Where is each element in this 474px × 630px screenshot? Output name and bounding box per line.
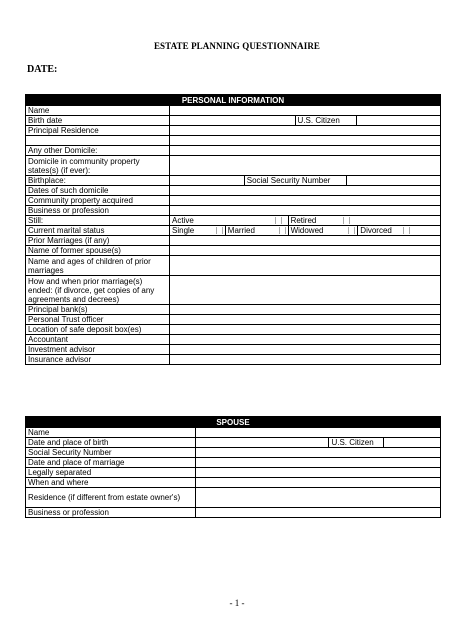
blank-label xyxy=(26,136,170,146)
residence-cont-field[interactable] xyxy=(170,136,441,146)
ssn-label: Social Security Number xyxy=(244,176,347,185)
spouse-birth-input[interactable] xyxy=(196,438,328,447)
community-acquired-field[interactable] xyxy=(170,196,441,206)
investment-advisor-field[interactable] xyxy=(170,345,441,355)
married-option[interactable] xyxy=(225,226,288,235)
safe-deposit-label: Location of safe deposit box(es) xyxy=(26,325,170,335)
birth-date-label: Birth date xyxy=(26,116,170,126)
document-title: ESTATE PLANNING QUESTIONNAIRE xyxy=(153,41,321,51)
page-number: - 1 - xyxy=(229,598,245,608)
married-checkbox[interactable] xyxy=(279,227,286,234)
us-citizen-label: U.S. Citizen xyxy=(295,116,357,125)
insurance-advisor-label: Insurance advisor xyxy=(26,355,170,365)
birthplace-label: Birthplace: xyxy=(26,176,170,186)
spouse-header: SPOUSE xyxy=(26,417,441,428)
prior-marriages-label: Prior Marriages (if any) xyxy=(26,236,170,246)
principal-residence-field[interactable] xyxy=(170,126,441,136)
birth-date-input[interactable] xyxy=(170,116,295,125)
us-citizen-input[interactable] xyxy=(356,116,440,125)
retired-option[interactable] xyxy=(288,216,440,225)
spouse-ssn-field[interactable] xyxy=(196,448,441,458)
single-option[interactable] xyxy=(170,226,225,235)
personal-header: PERSONAL INFORMATION xyxy=(26,95,441,106)
spouse-residence-label: Residence (if different from estate owner's) xyxy=(26,488,196,508)
principal-bank-field[interactable] xyxy=(170,305,441,315)
still-label: Still: xyxy=(26,216,170,226)
trust-officer-label: Personal Trust officer xyxy=(26,315,170,325)
spouse-business-field[interactable] xyxy=(196,508,441,518)
spouse-business-label: Business or profession xyxy=(26,508,196,518)
spouse-when-where-field[interactable] xyxy=(196,478,441,488)
widowed-label: Widowed xyxy=(290,226,324,235)
marriage-ended-field[interactable] xyxy=(170,276,441,305)
birthplace-input[interactable] xyxy=(170,176,244,185)
spouse-table xyxy=(25,416,441,518)
safe-deposit-field[interactable] xyxy=(170,325,441,335)
ssn-input[interactable] xyxy=(346,176,440,185)
accountant-field[interactable] xyxy=(170,335,441,345)
personal-information-table xyxy=(25,94,441,365)
marriage-ended-label: How and when prior marriage(s) ended: (if divorce, get copies of any agreements and decrees) xyxy=(26,276,170,305)
divorced-label: Divorced xyxy=(360,226,392,235)
spouse-name-field[interactable] xyxy=(196,428,441,438)
principal-residence-label: Principal Residence xyxy=(26,126,170,136)
divorced-checkbox[interactable] xyxy=(403,227,410,234)
date-label: DATE: xyxy=(27,64,58,75)
marital-status-label: Current marital status xyxy=(26,226,170,236)
divorced-option[interactable] xyxy=(357,226,440,235)
spouse-marriage-label: Date and place of marriage xyxy=(26,458,196,468)
former-spouse-label: Name of former spouse(s) xyxy=(26,246,170,256)
retired-label: Retired xyxy=(290,216,317,225)
prior-marriages-field[interactable] xyxy=(170,236,441,246)
name-field[interactable] xyxy=(170,106,441,116)
community-states-field[interactable] xyxy=(170,156,441,176)
spouse-separated-field[interactable] xyxy=(196,468,441,478)
active-label: Active xyxy=(172,216,194,225)
former-spouse-field[interactable] xyxy=(170,246,441,256)
investment-advisor-label: Investment advisor xyxy=(26,345,170,355)
spouse-separated-label: Legally separated xyxy=(26,468,196,478)
married-label: Married xyxy=(227,226,255,235)
children-prior-label: Name and ages of children of prior marriages xyxy=(26,256,170,276)
insurance-advisor-field[interactable] xyxy=(170,355,441,365)
principal-bank-label: Principal bank(s) xyxy=(26,305,170,315)
business-field[interactable] xyxy=(170,206,441,216)
single-checkbox[interactable] xyxy=(216,227,223,234)
spouse-ssn-label: Social Security Number xyxy=(26,448,196,458)
dates-domicile-field[interactable] xyxy=(170,186,441,196)
widowed-checkbox[interactable] xyxy=(348,227,355,234)
spouse-when-where-label: When and where xyxy=(26,478,196,488)
active-option[interactable] xyxy=(170,216,288,225)
community-acquired-label: Community property acquired xyxy=(26,196,170,206)
business-label: Business or profession xyxy=(26,206,170,216)
other-domicile-label: Any other Domicile: xyxy=(26,146,170,156)
trust-officer-field[interactable] xyxy=(170,315,441,325)
spouse-us-citizen-input[interactable] xyxy=(383,438,440,447)
spouse-birth-label: Date and place of birth xyxy=(26,438,196,448)
single-label: Single xyxy=(172,226,195,235)
name-label: Name xyxy=(26,106,170,116)
active-checkbox[interactable] xyxy=(275,217,282,224)
retired-checkbox[interactable] xyxy=(343,217,350,224)
birth-date-field[interactable] xyxy=(170,116,441,126)
widowed-option[interactable] xyxy=(288,226,358,235)
accountant-label: Accountant xyxy=(26,335,170,345)
other-domicile-field[interactable] xyxy=(170,146,441,156)
spouse-residence-field[interactable] xyxy=(196,488,441,508)
spouse-marriage-field[interactable] xyxy=(196,458,441,468)
dates-domicile-label: Dates of such domicile xyxy=(26,186,170,196)
children-prior-field[interactable] xyxy=(170,256,441,276)
spouse-us-citizen-label: U.S. Citizen xyxy=(328,438,383,447)
spouse-name-label: Name xyxy=(26,428,196,438)
community-states-label: Domicile in community property states(s) (if ever): xyxy=(26,156,170,176)
